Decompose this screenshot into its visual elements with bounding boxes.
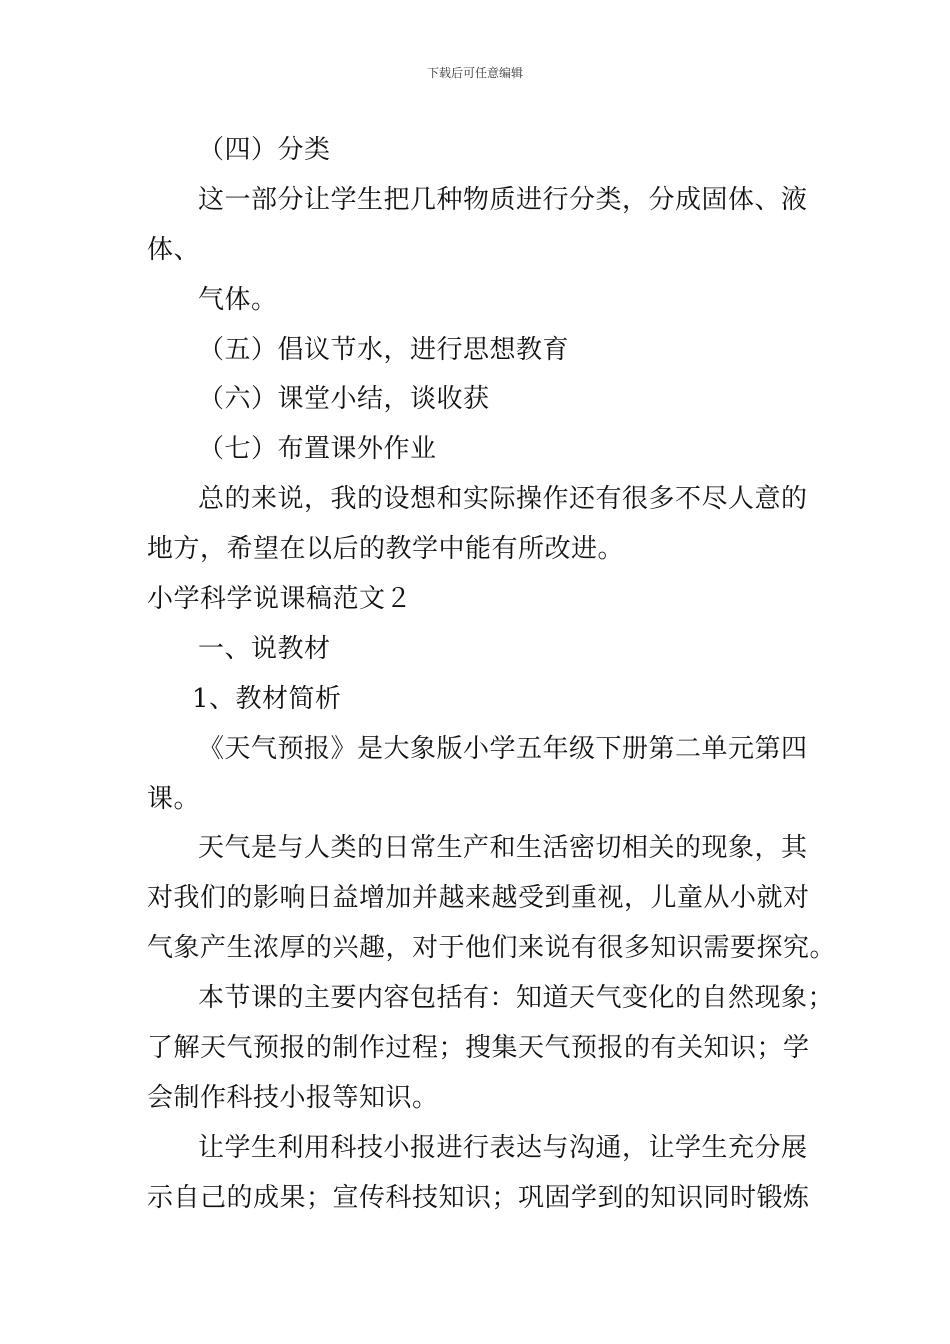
paragraph-line: 总的来说，我的设想和实际操作还有很多不尽人意的: [198, 484, 808, 514]
paragraph-line: 会制作科技小报等知识。: [147, 1083, 439, 1113]
paragraph-line: 示自己的成果；宣传科技知识；巩固学到的知识同时锻炼: [147, 1183, 810, 1213]
paragraph-line: 了解天气预报的制作过程；搜集天气预报的有关知识；学: [147, 1033, 810, 1063]
section-heading-summary: （六）课堂小结，谈收获: [198, 384, 490, 414]
paragraph-line: 对我们的影响日益增加并越来越受到重视，儿童从小就对: [147, 883, 810, 913]
page-header: 下载后可任意编辑: [426, 66, 523, 80]
paragraph-line: 这一部分让学生把几种物质进行分类，分成固体、液: [198, 185, 808, 215]
paragraph-line: 本节课的主要内容包括有：知道天气变化的自然现象；: [198, 983, 835, 1013]
section-heading-classification: （四）分类: [198, 135, 331, 165]
paragraph-line: 体、: [147, 235, 201, 265]
paragraph-line: 让学生利用科技小报进行表达与沟通，让学生充分展: [198, 1133, 808, 1163]
document-title: 小学科学说课稿范文２: [147, 584, 413, 614]
section-heading-homework: （七）布置课外作业: [198, 434, 437, 464]
paragraph-line: 天气是与人类的日常生产和生活密切相关的现象，其: [198, 833, 808, 863]
section-heading-water-saving: （五）倡议节水，进行思想教育: [198, 335, 570, 365]
paragraph-line: 气象产生浓厚的兴趣，对于他们来说有很多知识需要探究。: [147, 933, 837, 963]
paragraph-line: 课。: [147, 784, 201, 814]
paragraph-line: 《天气预报》是大象版小学五年级下册第二单元第四: [198, 734, 808, 764]
section-heading-textbook: 一、说教材: [198, 634, 331, 664]
paragraph-line: 气体。: [198, 285, 278, 315]
paragraph-line: 地方，希望在以后的教学中能有所改进。: [147, 534, 625, 564]
subsection-heading: 1、教材简析: [192, 684, 342, 714]
